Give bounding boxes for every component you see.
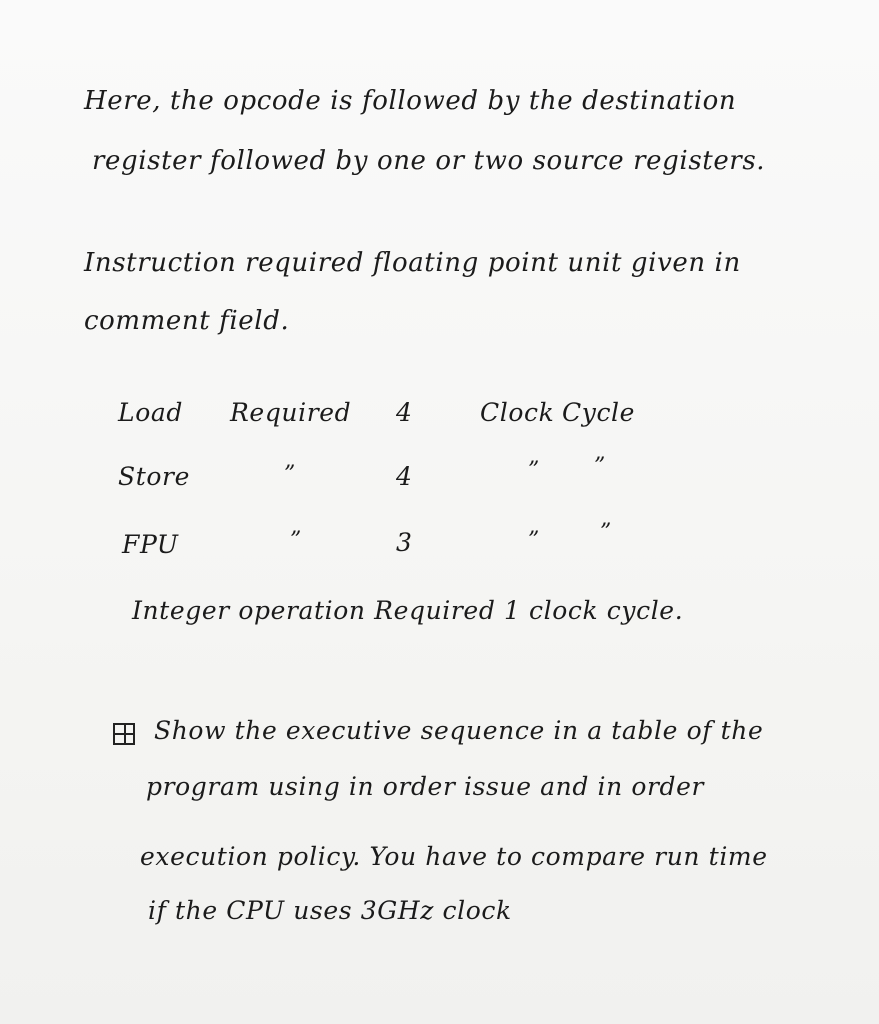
integer-note: Integer operation Required 1 clock cycle. (132, 596, 684, 625)
row-load-unit1: Clock (480, 398, 555, 427)
intro-line-2: register followed by one or two source registers. (92, 146, 766, 176)
row-fpu-unit1: ” (528, 528, 540, 553)
row-load-op: Load (118, 398, 183, 427)
row-fpu-op: FPU (122, 530, 179, 559)
row-load-req: Required (230, 398, 352, 427)
fpu-note-line-2: comment field. (84, 306, 290, 336)
row-fpu-unit2: ” (600, 520, 612, 545)
row-store-op: Store (118, 462, 190, 491)
row-store-unit1: ” (528, 458, 540, 483)
row-fpu-cycles: 3 (396, 528, 413, 557)
question-line-4: if the CPU uses 3GHz clock (148, 896, 512, 925)
row-store-req: ” (284, 462, 296, 487)
row-load-unit2: Cycle (562, 398, 636, 427)
intro-line-1: Here, the opcode is followed by the destination (84, 86, 737, 116)
question-line-1: Show the executive sequence in a table of the (154, 716, 764, 745)
question-line-2: program using in order issue and in order (146, 772, 705, 801)
row-store-cycles: 4 (396, 462, 413, 491)
row-fpu-req: ” (290, 528, 302, 553)
question-line-3: execution policy. You have to compare run time (140, 842, 768, 871)
fpu-note-line-1: Instruction required floating point unit given in (84, 248, 741, 278)
question-checkbox-icon (113, 723, 135, 745)
row-load-cycles: 4 (396, 398, 413, 427)
row-store-unit2: ” (594, 454, 606, 479)
